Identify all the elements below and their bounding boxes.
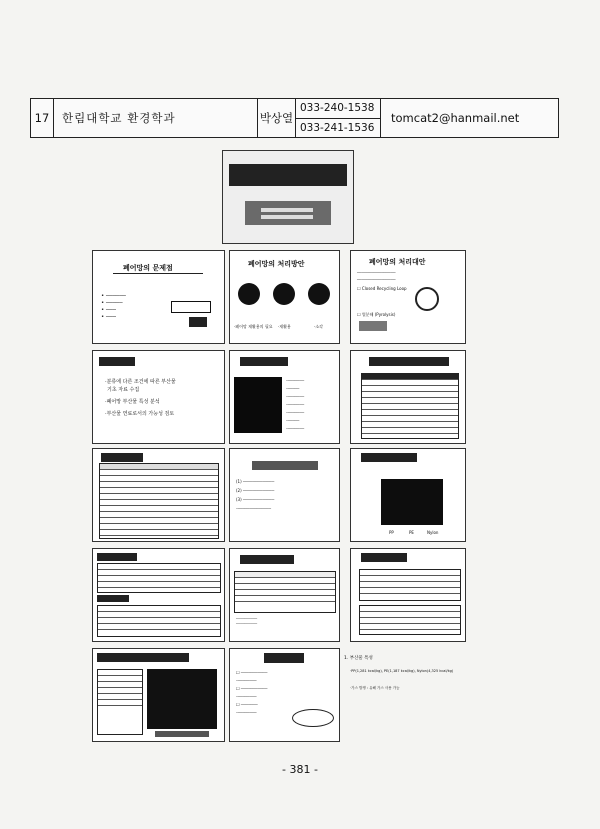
pyrolysis-label: ☐ 열분해 (Pyrolysis) [357, 312, 396, 317]
highlight-oval [292, 709, 334, 727]
slide-title-text: 폐어망의 처리방안 [248, 260, 305, 268]
loop-label: ☐ Closed Recycling Loop [357, 286, 407, 291]
sem-image [381, 479, 443, 525]
slide-title-text: 폐어망의 처리대안 [369, 258, 426, 266]
objective-1: ·분류에 다른 조건에 따른 부산물 [105, 379, 176, 385]
title-bar [99, 357, 135, 366]
phone-2: 033-241-1536 [300, 121, 375, 134]
slide-title-text: 폐어망의 문제점 [123, 264, 173, 272]
title-bar [97, 553, 137, 561]
conditions-list: ·─────── ·───── ·─────── ·─────── ·─────── ·───── ·─────── [286, 378, 305, 431]
sem-label-pe: PE [409, 530, 414, 535]
notes-text: ·PP(1,281 kcal/kg), PE(1,187 kcal/kg), Nylon(4,325 kcal/kg) [350, 669, 454, 673]
title-bar [97, 653, 189, 662]
pyrolysis-figure [359, 321, 387, 331]
objective-2: 기초 자료 수집 [107, 387, 140, 393]
caption-2: ·재활용 [278, 324, 291, 329]
slide-analysis [92, 548, 225, 642]
data-table-2 [97, 605, 221, 637]
apparatus-photo [234, 377, 282, 433]
incinerate-circle [308, 283, 330, 305]
subtitle-line [261, 215, 313, 219]
notes-header: 1. 부산물 특성 [344, 656, 373, 661]
conclusion-list: ☐ ─────────── ·──────── ☐ ─────────── ·──────── ☐ ─────── ·──────── [236, 670, 268, 715]
slide-sem-images [350, 448, 466, 542]
subtitle-line [261, 208, 313, 212]
title-bar [240, 555, 294, 564]
title-bar [264, 653, 304, 663]
title-bar [101, 453, 143, 462]
phone-1: 033-240-1538 [296, 99, 380, 119]
sem-edx-photo [147, 669, 217, 729]
arrow-box [171, 301, 211, 313]
slide-problems [92, 250, 225, 344]
objective-4: ·부산물 연료로서의 가능성 검토 [105, 411, 175, 417]
diagram-block [189, 317, 207, 327]
slide-title [222, 150, 354, 244]
caption-1: ·폐어망 재활용의 필요 [234, 324, 273, 329]
table-notes: ────────── ────────── [236, 617, 258, 626]
data-table-1 [97, 563, 221, 593]
data-table-2 [359, 605, 461, 635]
data-table-1 [359, 569, 461, 601]
bullet-list: • ────── • ───── • ─── • ─── [101, 293, 126, 320]
objective-3: ·폐어망 부산물 특성 분석 [105, 399, 160, 405]
slide-gas-analysis [229, 548, 340, 642]
recycle-circle [238, 283, 260, 305]
equation-list: (1) ───────────── (2) ───────────── (3) ───────────── ·────────────── [236, 479, 275, 511]
data-table [234, 571, 336, 613]
data-table [361, 373, 459, 439]
slide-notes [344, 655, 464, 725]
title-underline [113, 273, 203, 274]
title-bar [240, 357, 288, 366]
slide-results-table [350, 350, 466, 444]
title-bar [361, 553, 407, 562]
organization: 한림대학교 환경학과 [54, 99, 258, 137]
slide-objectives [92, 350, 225, 444]
data-table [99, 463, 219, 539]
title-bar [369, 357, 449, 366]
notes-text-2: ·가스 발생 : 유해 가스 사용 가능 [350, 686, 400, 690]
slide-sem-edx [92, 648, 225, 742]
slide-conclusion [229, 648, 340, 742]
contact-table-row [30, 98, 559, 138]
slide-energy-table [350, 548, 466, 642]
composition-table [97, 669, 143, 735]
entry-number: 17 [31, 99, 54, 137]
page-number: - 381 - [282, 763, 318, 776]
slide-treatment [229, 250, 340, 344]
sem-label-pp: PP [389, 530, 394, 535]
slide-byproduct-table [92, 448, 225, 542]
intro-text: ──────────────── ──────────────── [357, 270, 396, 282]
photo-caption [155, 731, 209, 737]
subtitle-block [245, 201, 331, 225]
title-bar [229, 164, 347, 186]
loop-diagram [415, 287, 439, 311]
title-bar [252, 461, 318, 470]
title-bar [361, 453, 417, 462]
person-name: 박상열 [258, 99, 296, 137]
caption-3: ·소각 [314, 324, 323, 329]
sem-label-nylon: Nylon [427, 530, 439, 535]
slide-alternatives [350, 250, 466, 344]
slide-experiment [229, 350, 340, 444]
subtitle-bar [97, 595, 129, 602]
reuse-circle [273, 283, 295, 305]
phone-cell [296, 99, 381, 137]
email: tomcat2@hanmail.net [391, 111, 520, 125]
slide-equations [229, 448, 340, 542]
